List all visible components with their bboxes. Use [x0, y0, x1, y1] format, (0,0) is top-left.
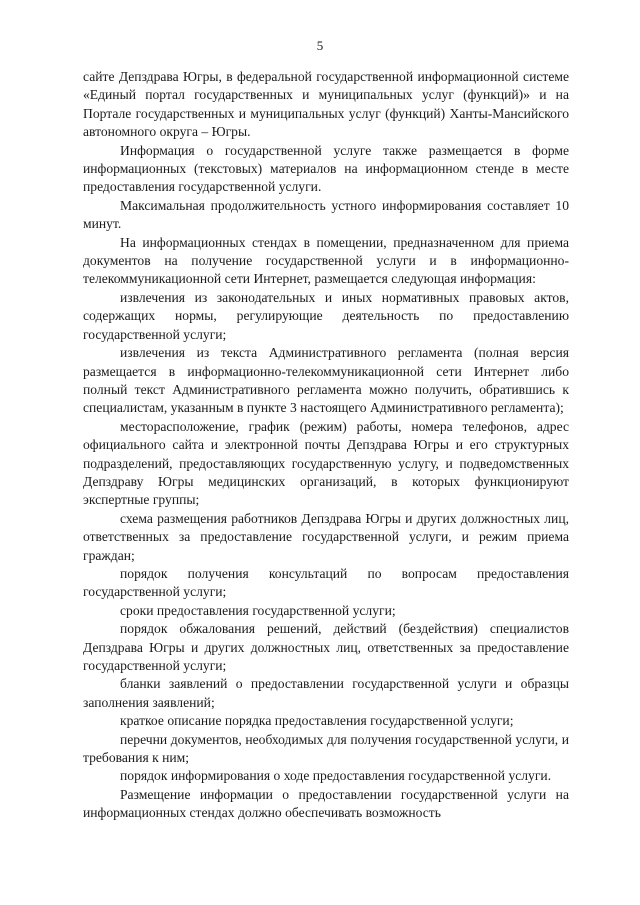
page-number: 5 [316, 38, 324, 53]
paragraph: На информационных стендах в помещении, предназначенном для приема документов на получение государственной услуги и в информационно-телекоммуникационной сети Интернет, размещается следующая информация: [83, 234, 569, 287]
document-body [83, 68, 569, 823]
list-item: порядок получения консультаций по вопросам предоставления государственной услуги; [83, 565, 569, 600]
list-item: месторасположение, график (режим) работы, номера телефонов, адрес официального сайта и электронной почты Депздрава Югры и его структурных подразделений, предоставляющих государственную услугу, и подведомственных Депздраву Югры медицинских организаций, в которых функционируют экспертные группы; [83, 418, 569, 508]
paragraph: сайте Депздрава Югры, в федеральной государственной информационной системе «Единый портал государственных и муниципальных услуг (функций)» и на Портале государственных и муниципальных услуг (функций) Ханты-Мансийского автономного округа – Югры. [83, 69, 569, 140]
list-item: краткое описание порядка предоставления государственной услуги; [120, 713, 514, 729]
paragraph: Максимальная продолжительность устного информирования составляет 10 минут. [83, 197, 569, 232]
list-item: извлечения из законодательных и иных нормативных правовых актов, содержащих нормы, регулирующие деятельность по предоставлению государственной услуги; [83, 289, 569, 342]
paragraph: Размещение информации о предоставлении государственной услуги на информационных стендах должно обеспечивать возможность [83, 786, 569, 821]
list-item: перечни документов, необходимых для получения государственной услуги, и требования к ним; [83, 731, 569, 766]
list-item: извлечения из текста Административного регламента (полная версия размещается в информационно-телекоммуникационной сети Интернет либо полный текст Административного регламента можно получить, обратившись к специалистам, указанным в пункте 3 настоящего Административного регламента); [83, 345, 569, 416]
paragraph: Информация о государственной услуге также размещается в форме информационных (текстовых) материалов на информационном стенде в месте предоставления государственной услуги. [83, 142, 569, 195]
list-item: порядок обжалования решений, действий (бездействия) специалистов Депздрава Югры и других должностных лиц, ответственных за предоставление государственной услуги; [83, 621, 569, 673]
list-item: схема размещения работников Депздрава Югры и других должностных лиц, ответственных за предоставление государственной услуги, и режим приема граждан; [83, 510, 569, 563]
list-item: порядок информирования о ходе предоставления государственной услуги. [120, 768, 552, 784]
list-item: сроки предоставления государственной услуги; [120, 602, 396, 618]
list-item: бланки заявлений о предоставлении государственной услуги и образцы заполнения заявлений; [83, 676, 569, 710]
